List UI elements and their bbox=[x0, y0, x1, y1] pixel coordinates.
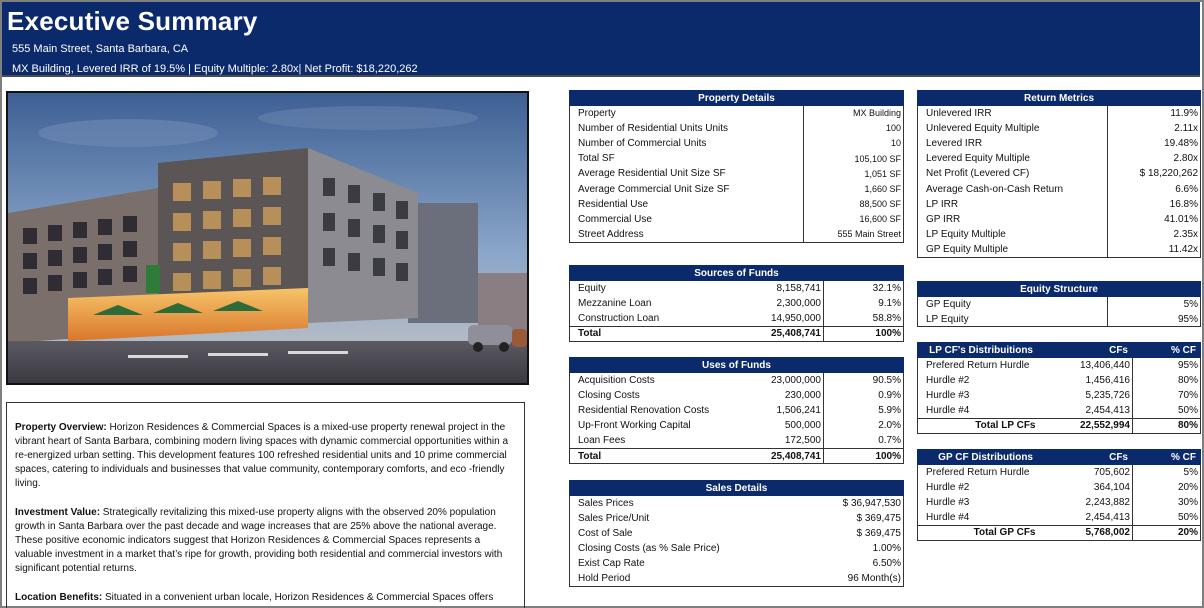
row-value: 1,456,416 bbox=[1085, 374, 1130, 386]
table-row bbox=[570, 121, 904, 136]
gp-dist-title: GP CF Distributions bbox=[918, 450, 1038, 465]
row-label: Average Cash-on-Cash Return bbox=[918, 181, 1108, 196]
table-row bbox=[570, 541, 904, 556]
table-row bbox=[570, 166, 904, 181]
table-row bbox=[570, 496, 904, 511]
row-value: 11.9% bbox=[1108, 106, 1201, 121]
table-row bbox=[918, 242, 1201, 257]
row-label: Closing Costs bbox=[570, 388, 730, 403]
table-row bbox=[918, 495, 1201, 510]
total-row bbox=[570, 448, 904, 463]
table-row bbox=[570, 311, 904, 326]
table-row bbox=[570, 388, 904, 403]
header-banner bbox=[2, 2, 1200, 75]
row-value: 5% bbox=[1108, 297, 1201, 312]
row-value: $ 36,947,530 bbox=[774, 496, 904, 511]
row-value: 19.48% bbox=[1108, 136, 1201, 151]
header-divider bbox=[2, 75, 1200, 77]
property-overview: Property Overview: Horizon Residences & Commercial Spaces is a mixed-use property renewal project in the vibrant heart of Santa Barbara, combining modern living spaces with dynamic commercial opportunities within a re-energized urban setting. This development features 100 refreshed residential units and 10 prime commercial spaces, catering to individuals and businesses that value community, contemporary comforts, and eco -friendly living. bbox=[15, 422, 509, 489]
total-value: 80% bbox=[1133, 418, 1201, 433]
sources-of-funds-table bbox=[569, 265, 904, 342]
total-value: 20% bbox=[1133, 525, 1201, 540]
row-label: Street Address bbox=[570, 227, 804, 242]
row-label: Hurdle #3 bbox=[918, 388, 1038, 403]
row-label: Average Residential Unit Size SF bbox=[570, 166, 804, 181]
page-title: Executive Summary bbox=[7, 6, 258, 36]
table-row bbox=[918, 297, 1201, 312]
table-row bbox=[918, 151, 1201, 166]
property-photo bbox=[6, 91, 529, 385]
total-label: Total LP CFs bbox=[918, 418, 1038, 433]
row-value: 14,950,000 bbox=[770, 312, 821, 324]
total-value: 22,552,994 bbox=[1038, 418, 1133, 433]
table-row bbox=[570, 227, 904, 242]
row-label: Unlevered Equity Multiple bbox=[918, 121, 1108, 136]
row-label: Number of Commercial Units bbox=[570, 136, 804, 151]
row-value: $ 369,475 bbox=[774, 511, 904, 526]
table-row bbox=[918, 312, 1201, 327]
total-label: Total bbox=[570, 326, 730, 341]
row-value: 13,406,440 bbox=[1079, 359, 1130, 371]
total-value: 25,408,741 bbox=[730, 326, 824, 341]
lp-distributions-table bbox=[917, 342, 1201, 434]
table-row bbox=[570, 212, 904, 227]
table-row bbox=[918, 510, 1201, 525]
row-value: 90.5% bbox=[824, 373, 904, 388]
row-value: 2,454,413 bbox=[1085, 511, 1130, 523]
uses-of-funds-table bbox=[569, 357, 904, 464]
row-label: Hurdle #2 bbox=[918, 373, 1038, 388]
row-value: $ 369,475 bbox=[774, 526, 904, 541]
row-label: Hurdle #3 bbox=[918, 495, 1038, 510]
table-row bbox=[918, 373, 1201, 388]
row-label: LP Equity Multiple bbox=[918, 227, 1108, 242]
row-label: Up-Front Working Capital bbox=[570, 418, 730, 433]
table-row bbox=[570, 136, 904, 151]
row-label: Hurdle #4 bbox=[918, 510, 1038, 525]
row-label: Exist Cap Rate bbox=[570, 556, 774, 571]
row-value: 23,000,000 bbox=[770, 374, 821, 386]
row-label: Equity bbox=[570, 281, 730, 296]
row-value: 96 Month(s) bbox=[774, 571, 904, 586]
row-label: Number of Residential Units Units bbox=[570, 121, 804, 136]
row-label: Net Profit (Levered CF) bbox=[918, 166, 1108, 181]
table-row bbox=[918, 227, 1201, 242]
total-value: 100% bbox=[824, 326, 904, 341]
table-row bbox=[570, 403, 904, 418]
row-value: 2.0% bbox=[824, 418, 904, 433]
row-label: Commercial Use bbox=[570, 212, 804, 227]
row-value: 8,158,741 bbox=[776, 282, 821, 294]
row-value: 5,235,726 bbox=[1085, 389, 1130, 401]
row-label: LP Equity bbox=[918, 312, 1108, 327]
row-value: 2,243,882 bbox=[1085, 496, 1130, 508]
row-label: Levered IRR bbox=[918, 136, 1108, 151]
table-row bbox=[918, 358, 1201, 373]
table-row bbox=[570, 418, 904, 433]
row-label: Total SF bbox=[570, 151, 804, 166]
table-row bbox=[570, 281, 904, 296]
row-value: 5.9% bbox=[824, 403, 904, 418]
row-value: 0.7% bbox=[824, 433, 904, 448]
row-value: 11.42x bbox=[1108, 242, 1201, 257]
row-label: Mezzanine Loan bbox=[570, 296, 730, 311]
row-label: GP Equity bbox=[918, 297, 1108, 312]
description-box bbox=[6, 402, 525, 608]
table-row bbox=[570, 433, 904, 448]
row-label: LP IRR bbox=[918, 197, 1108, 212]
row-value: 1,506,241 bbox=[776, 404, 821, 416]
table-row bbox=[918, 181, 1201, 196]
gp-col-pct: % CF bbox=[1133, 450, 1201, 465]
row-value: 9.1% bbox=[824, 296, 904, 311]
total-label: Total bbox=[570, 448, 730, 463]
table-row bbox=[570, 556, 904, 571]
gp-distributions-table bbox=[917, 449, 1201, 541]
row-value: 10 bbox=[804, 136, 904, 151]
row-value: 100 bbox=[804, 121, 904, 136]
sales-title: Sales Details bbox=[570, 481, 904, 496]
table-row bbox=[918, 106, 1201, 121]
property-details-table bbox=[569, 90, 904, 243]
row-value: 16.8% bbox=[1108, 197, 1201, 212]
table-row bbox=[570, 526, 904, 541]
row-label: GP Equity Multiple bbox=[918, 242, 1108, 257]
gp-col-cfs: CFs bbox=[1038, 450, 1133, 465]
row-value: 30% bbox=[1133, 495, 1201, 510]
table-row bbox=[918, 403, 1201, 418]
row-value: 50% bbox=[1133, 510, 1201, 525]
row-value: 6.6% bbox=[1108, 181, 1201, 196]
row-label: Property bbox=[570, 106, 804, 121]
total-row bbox=[918, 525, 1201, 540]
total-label: Total GP CFs bbox=[918, 525, 1038, 540]
row-label: Hurdle #4 bbox=[918, 403, 1038, 418]
row-value: 80% bbox=[1133, 373, 1201, 388]
table-row bbox=[918, 465, 1201, 480]
summary-subtitle: MX Building, Levered IRR of 19.5% | Equity Multiple: 2.80x| Net Profit: $18,220,262 bbox=[12, 63, 418, 75]
row-value: 2.80x bbox=[1108, 151, 1201, 166]
row-value: 2.11x bbox=[1108, 121, 1201, 136]
lp-col-pct: % CF bbox=[1133, 343, 1201, 358]
total-value: 5,768,002 bbox=[1038, 525, 1133, 540]
row-value: 172,500 bbox=[784, 435, 821, 447]
table-row bbox=[918, 480, 1201, 495]
row-value: $ 18,220,262 bbox=[1108, 166, 1201, 181]
row-value: MX Building bbox=[804, 106, 904, 121]
row-label: Construction Loan bbox=[570, 311, 730, 326]
row-label: Residential Renovation Costs bbox=[570, 403, 730, 418]
table-row bbox=[918, 197, 1201, 212]
row-value: 1.00% bbox=[774, 541, 904, 556]
row-label: Hold Period bbox=[570, 571, 774, 586]
row-label: Cost of Sale bbox=[570, 526, 774, 541]
row-value: 50% bbox=[1133, 403, 1201, 418]
sales-details-table bbox=[569, 480, 904, 587]
row-value: 16,600 SF bbox=[804, 212, 904, 227]
row-label: Prefered Return Hurdle bbox=[918, 358, 1038, 373]
table-row bbox=[918, 212, 1201, 227]
row-value: 1,051 SF bbox=[804, 166, 904, 181]
return-metrics-table bbox=[917, 90, 1201, 258]
equity-structure-table bbox=[917, 281, 1201, 327]
row-value: 230,000 bbox=[784, 389, 821, 401]
table-row bbox=[570, 197, 904, 212]
row-value: 500,000 bbox=[784, 420, 821, 432]
lp-col-cfs: CFs bbox=[1038, 343, 1133, 358]
row-label: Prefered Return Hurdle bbox=[918, 465, 1038, 480]
table-row bbox=[570, 296, 904, 311]
lp-dist-title: LP CF's Distribuitions bbox=[918, 343, 1038, 358]
row-label: Sales Price/Unit bbox=[570, 511, 774, 526]
row-label: GP IRR bbox=[918, 212, 1108, 227]
row-value: 705,602 bbox=[1093, 466, 1130, 478]
total-row bbox=[570, 326, 904, 341]
table-row bbox=[570, 181, 904, 196]
total-row bbox=[918, 418, 1201, 433]
row-label: Acquisition Costs bbox=[570, 373, 730, 388]
row-value: 2.35x bbox=[1108, 227, 1201, 242]
row-label: Hurdle #2 bbox=[918, 480, 1038, 495]
table-row bbox=[570, 151, 904, 166]
uses-title: Uses of Funds bbox=[570, 358, 904, 373]
row-value: 88,500 SF bbox=[804, 197, 904, 212]
table-row bbox=[918, 121, 1201, 136]
location-benefits: Location Benefits: Situated in a convenient urban locale, Horizon Residences & Commercial Spaces offers bbox=[15, 592, 494, 603]
row-value: 58.8% bbox=[824, 311, 904, 326]
row-label: Levered Equity Multiple bbox=[918, 151, 1108, 166]
total-value: 100% bbox=[824, 448, 904, 463]
row-value: 95% bbox=[1108, 312, 1201, 327]
total-value: 25,408,741 bbox=[730, 448, 824, 463]
row-value: 32.1% bbox=[824, 281, 904, 296]
property-details-title: Property Details bbox=[570, 91, 904, 106]
row-label: Residential Use bbox=[570, 197, 804, 212]
property-address: 555 Main Street, Santa Barbara, CA bbox=[12, 43, 189, 55]
table-row bbox=[570, 106, 904, 121]
row-label: Average Commercial Unit Size SF bbox=[570, 181, 804, 196]
row-value: 555 Main Street bbox=[804, 227, 904, 242]
row-value: 20% bbox=[1133, 480, 1201, 495]
table-row bbox=[918, 388, 1201, 403]
row-label: Unlevered IRR bbox=[918, 106, 1108, 121]
row-value: 364,104 bbox=[1093, 481, 1130, 493]
equity-structure-title: Equity Structure bbox=[918, 282, 1201, 297]
sources-title: Sources of Funds bbox=[570, 266, 904, 281]
row-value: 2,454,413 bbox=[1085, 404, 1130, 416]
row-value: 2,300,000 bbox=[776, 297, 821, 309]
row-value: 1,660 SF bbox=[804, 181, 904, 196]
table-row bbox=[570, 571, 904, 586]
table-row bbox=[918, 136, 1201, 151]
row-label: Sales Prices bbox=[570, 496, 774, 511]
row-value: 41.01% bbox=[1108, 212, 1201, 227]
row-value: 5% bbox=[1133, 465, 1201, 480]
row-value: 95% bbox=[1133, 358, 1201, 373]
row-value: 105,100 SF bbox=[804, 151, 904, 166]
row-label: Loan Fees bbox=[570, 433, 730, 448]
row-value: 70% bbox=[1133, 388, 1201, 403]
row-value: 0.9% bbox=[824, 388, 904, 403]
investment-value: Investment Value: Strategically revitalizing this mixed-use property aligns with the observed 20% population growth in Santa Barbara over the past decade and wage increases that are 25% above the national average. These positive economic indicators suggest that Horizon Residences & Commercial Spaces represents a valuable investment in a market that’s ripe for growth, providing both residential and commercial investors with significant potential returns. bbox=[15, 507, 503, 574]
table-row bbox=[570, 373, 904, 388]
row-value: 6.50% bbox=[774, 556, 904, 571]
table-row bbox=[570, 511, 904, 526]
row-label: Closing Costs (as % Sale Price) bbox=[570, 541, 774, 556]
table-row bbox=[918, 166, 1201, 181]
return-metrics-title: Return Metrics bbox=[918, 91, 1201, 106]
